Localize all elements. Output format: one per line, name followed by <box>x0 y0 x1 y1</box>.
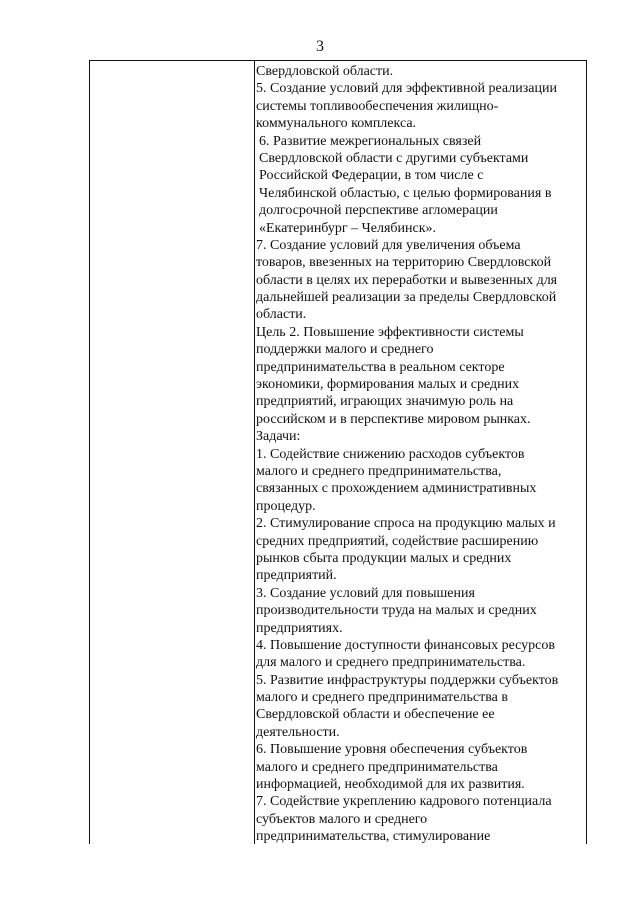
table-right-cell <box>256 63 588 846</box>
text-line: рынков сбыта продукции малых и средних <box>256 550 512 566</box>
page-number: 3 <box>316 38 324 55</box>
text-line: дальнейшей реализации за пределы Свердловской <box>256 290 557 306</box>
text-line: информацией, необходимой для их развития. <box>256 777 525 793</box>
text-line: Свердловской области и обеспечение ее <box>256 707 495 723</box>
text-line: 1. Содействие снижению расходов субъектов <box>256 446 525 462</box>
text-line: 7. Содействие укреплению кадрового потенциала <box>256 794 552 810</box>
text-line: 6. Повышение уровня обеспечения субъектов <box>256 742 528 758</box>
text-line: средних предприятий, содействие расширению <box>256 533 539 549</box>
text-line: предприятий, играющих значимую роль на <box>256 394 514 410</box>
document-table <box>89 60 587 844</box>
text-line: долгосрочной перспективе агломерации <box>259 203 498 219</box>
text-line: российском и в перспективе мировом рынках. <box>256 411 531 427</box>
text-line: 5. Развитие инфраструктуры поддержки субъектов <box>256 672 559 688</box>
text-line: малого и среднего предпринимательства <box>256 759 498 775</box>
text-line: 3. Создание условий для повышения <box>256 585 475 601</box>
text-line: Российской Федерации, в том числе с <box>259 168 484 184</box>
text-line: деятельности. <box>256 724 340 740</box>
text-line: производительности труда на малых и средних <box>256 603 537 619</box>
text-line: Челябинской областью, с целью формирования в <box>259 185 552 201</box>
text-line: для малого и среднего предпринимательства. <box>256 655 526 671</box>
text-line: «Екатеринбург – Челябинск». <box>259 220 437 236</box>
text-line: Задачи: <box>256 429 301 445</box>
text-line: 4. Повышение доступности финансовых ресурсов <box>256 637 556 653</box>
text-line: субъектов малого и среднего <box>256 811 428 827</box>
text-line: области. <box>256 307 307 323</box>
text-line: предприятий. <box>256 568 337 584</box>
text-line: 5. Создание условий для эффективной реализации <box>256 81 557 97</box>
text-line: малого и среднего предпринимательства в <box>256 690 508 706</box>
text-line: Свердловской области. <box>256 64 394 79</box>
text-line: 2. Стимулирование спроса на продукцию малых и <box>256 516 556 532</box>
text-line: предпринимательства в реальном секторе <box>256 359 505 375</box>
text-line: коммунального комплекса. <box>256 116 417 132</box>
text-line: области в целях их переработки и вывезенных для <box>256 272 558 288</box>
text-line: предпринимательства, стимулирование <box>256 829 491 845</box>
text-line: поддержки малого и среднего <box>256 342 434 358</box>
text-line: экономики, формирования малых и средних <box>256 377 520 393</box>
text-line: процедур. <box>256 498 316 514</box>
text-line: системы топливообеспечения жилищно- <box>256 98 499 114</box>
text-line: Свердловской области с другими субъектами <box>259 150 529 166</box>
text-line: товаров, ввезенных на территорию Свердловской <box>256 255 552 271</box>
text-line: Цель 2. Повышение эффективности системы <box>256 324 524 340</box>
column-divider <box>254 61 255 844</box>
text-line: 7. Создание условий для увеличения объема <box>256 237 521 253</box>
text-line: связанных с прохождением административных <box>256 481 537 497</box>
text-line: предприятиях. <box>256 620 343 636</box>
text-line: 6. Развитие межрегиональных связей <box>259 133 482 149</box>
text-line: малого и среднего предпринимательства, <box>256 463 502 479</box>
